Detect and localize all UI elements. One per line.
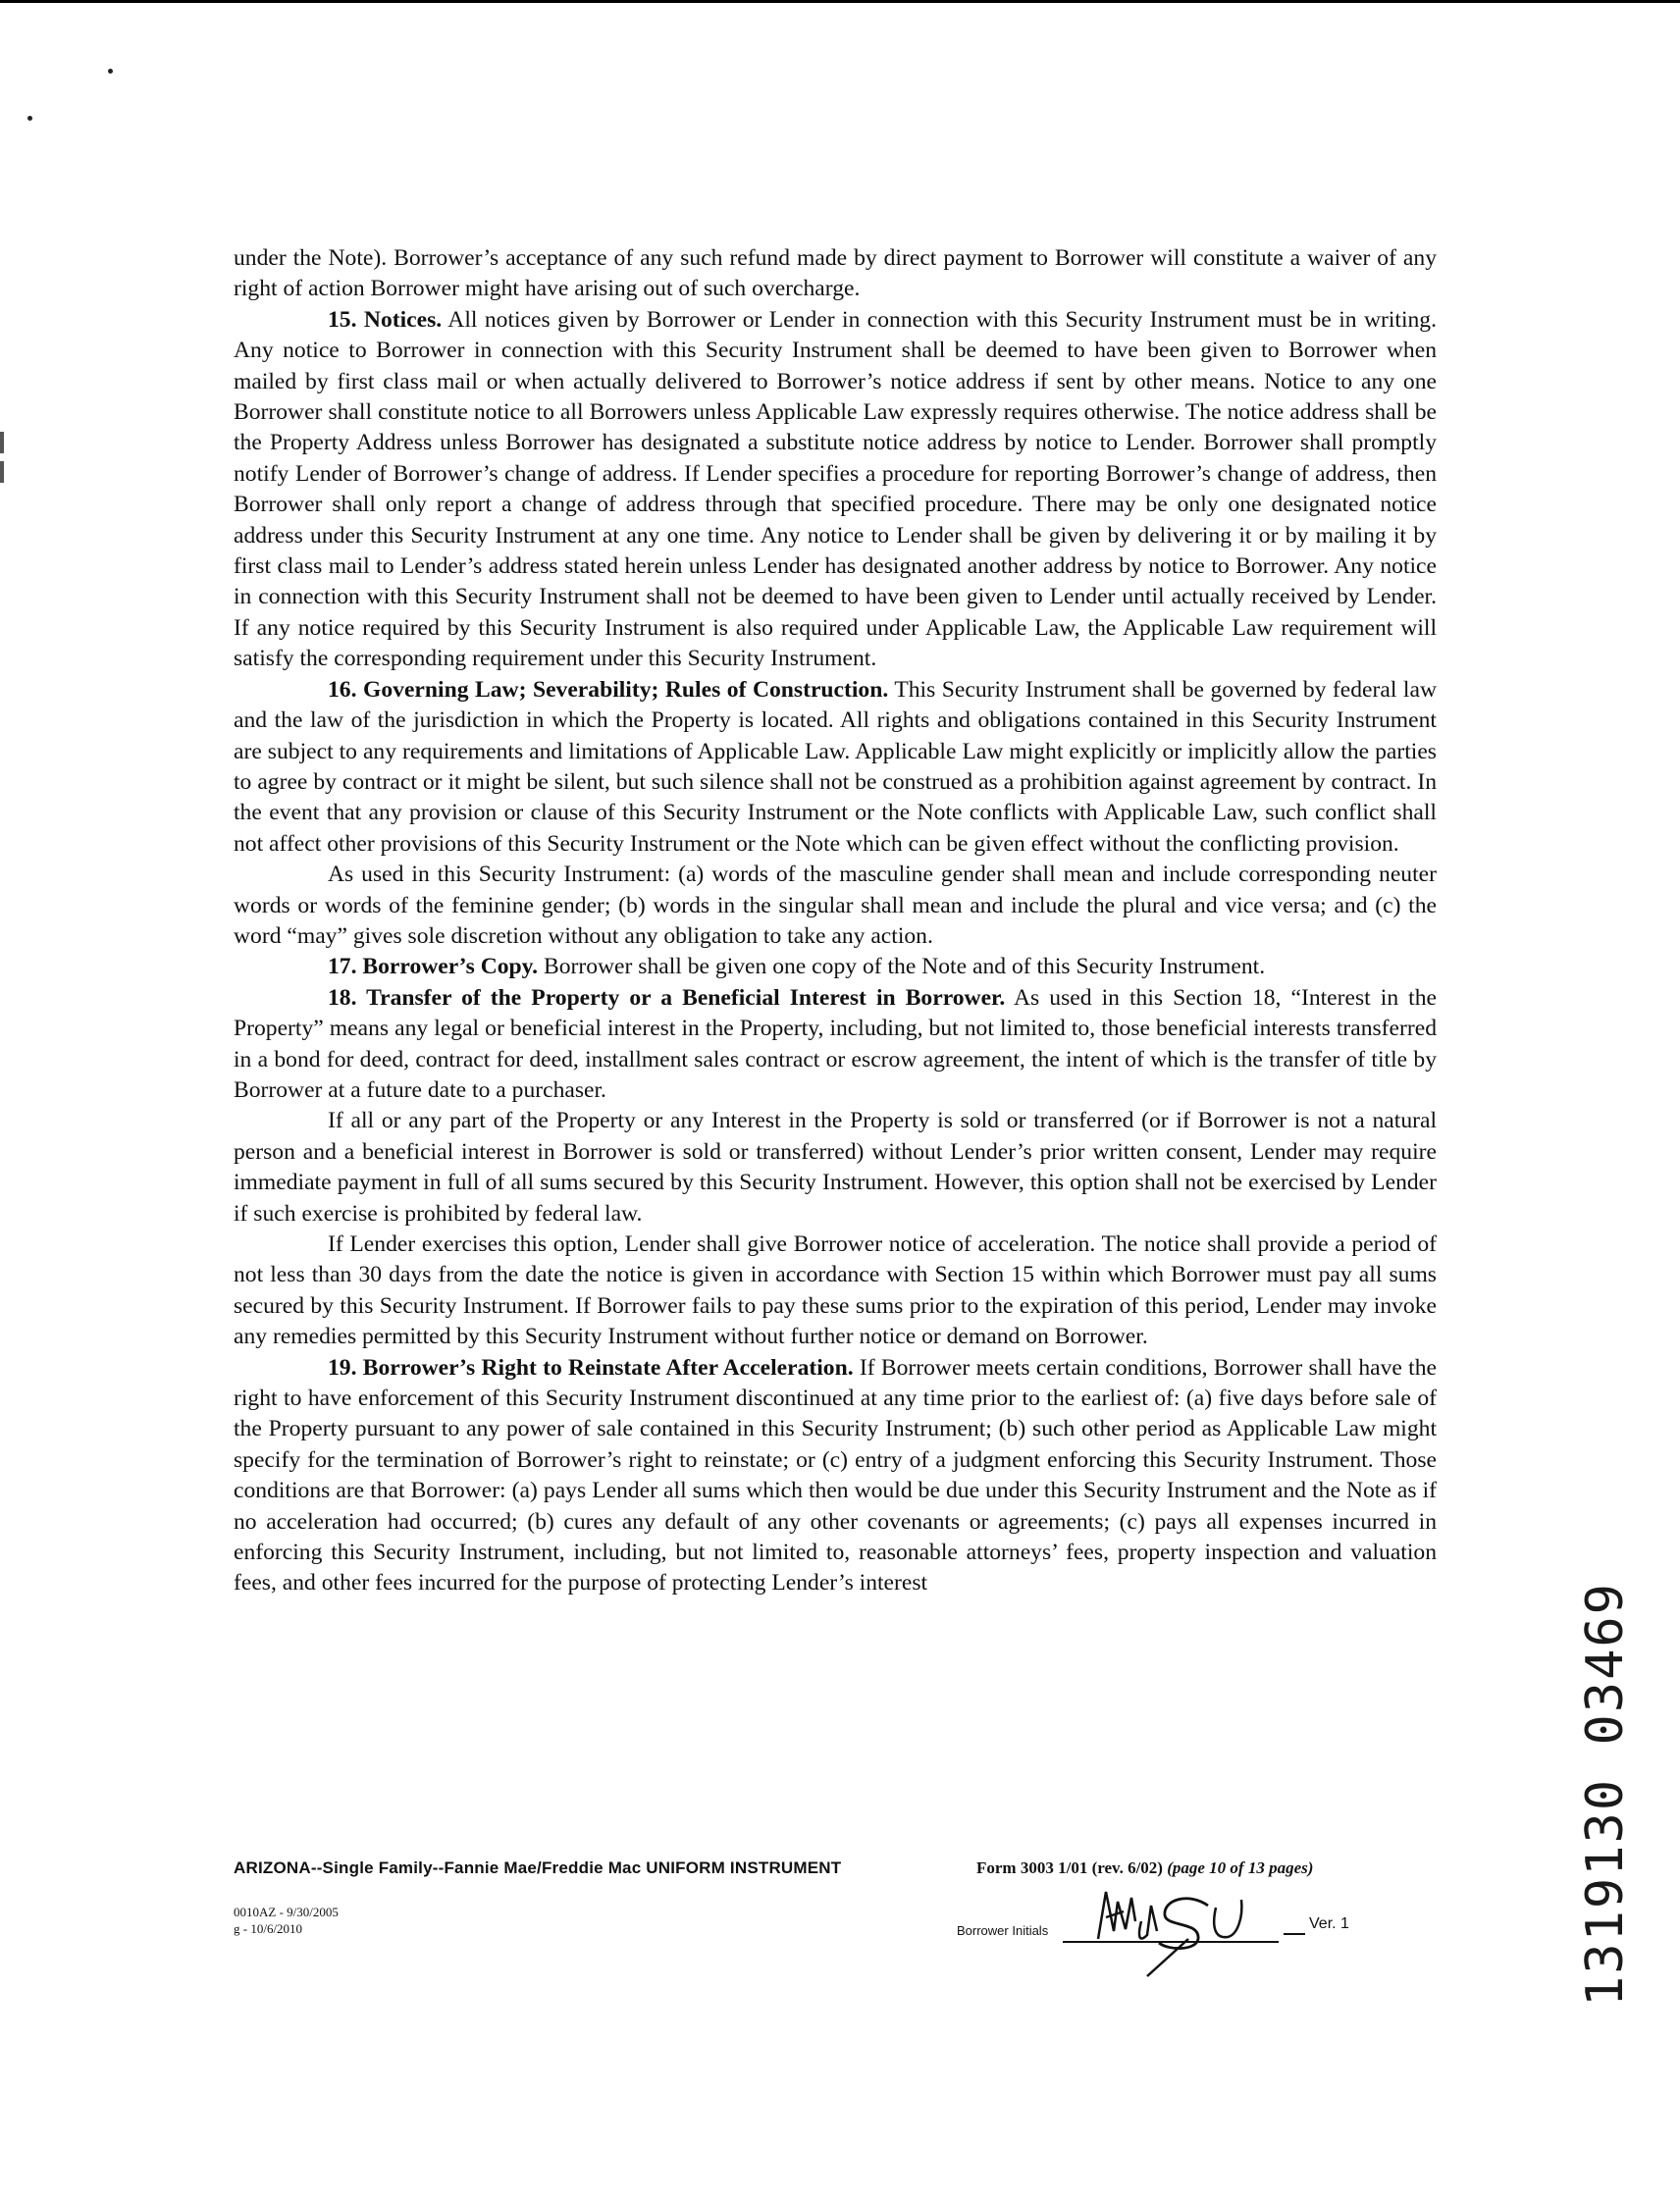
- page-number: (page 10 of 13 pages): [1167, 1858, 1314, 1877]
- document-body: [234, 243, 1437, 1599]
- section-19-reinstate: [234, 1353, 1437, 1599]
- paragraph-text: If all or any part of the Property or any Interest in the Property is sold or transferred (or if Borrower is not a natural person and a beneficial interest in Borrower is sold or transferred) without Lender’s prior written consent, Lender may require immediate payment in full of all sums secured by this Security Instrument. However, this option shall not be exercised by Lender if such exercise is prohibited by federal law.: [234, 1108, 1437, 1227]
- paragraph-text: If Borrower meets certain conditions, Borrower shall have the right to have enforcement of this Security Instrument discontinued at any time prior to the earliest of: (a) five days before sale of the Property pursuant to any power of sale contained in this Security Instrument; (b) such other period as Applicable Law might specify for the termination of Borrower’s right to reinstate; or (c) entry of a judgment enforcing this Security Instrument. Those conditions are that Borrower: (a) pays Lender all sums which then would be due under this Security Instrument and the Note as if no acceleration had occurred; (b) cures any default of any other covenants or agreements; (c) pays all expenses incurred in enforcing this Security Instrument, including, but not limited to, reasonable attorneys’ fees, property inspection and valuation fees, and other fees incurred for the purpose of protecting Lender’s interest: [234, 1354, 1437, 1596]
- handwritten-initials-icon: [1016, 1882, 1251, 1980]
- scan-top-edge: [0, 0, 1680, 3]
- section-18-transfer: [234, 983, 1437, 1107]
- paragraph-overcharge-continued: [234, 243, 1437, 305]
- version-line: [1284, 1933, 1305, 1935]
- form-code: [234, 1904, 339, 1937]
- paragraph-text: As used in this Security Instrument: (a) words of the masculine gender shall mean and include corresponding neuter words or words of the feminine gender; (b) words in the singular shall mean and include the plural and vice versa; and (c) the word “may” gives sole discretion without any obligation to take any action.: [234, 862, 1437, 949]
- paragraph-text: Borrower shall be given one copy of the Note and of this Security Instrument.: [538, 954, 1266, 980]
- initials-label: Borrower Initials: [957, 1923, 1049, 1938]
- version-label: Ver. 1: [1309, 1915, 1349, 1932]
- scan-speck: [108, 69, 113, 74]
- section-18-acceleration: [234, 1230, 1437, 1353]
- section-18-sale: [234, 1106, 1437, 1230]
- recording-number-stamp: 1319130 03469: [1576, 1582, 1635, 2007]
- paragraph-text: under the Note). Borrower’s acceptance of any such refund made by direct payment to Borrower will constitute a waiver of any right of action Borrower might have arising out of such overcharge.: [234, 245, 1437, 302]
- section-17-borrowers-copy: [234, 952, 1437, 982]
- section-heading: 18. Transfer of the Property or a Beneficial Interest in Borrower.: [328, 984, 1006, 1011]
- form-number: [976, 1858, 1313, 1878]
- scan-margin-mark: [0, 432, 4, 453]
- paragraph-text: As used in this Section 18, “Interest in the Property” means any legal or beneficial interest in the Property, including, but not limited to, those beneficial interests transferred in a bond for deed, contract for deed, installment sales contract or escrow agreement, the intent of which is the transfer of title by Borrower at a future date to a purchaser.: [234, 984, 1437, 1103]
- section-16-construction: [234, 860, 1437, 952]
- section-heading: 17. Borrower’s Copy.: [328, 954, 539, 980]
- instrument-title: ARIZONA--Single Family--Fannie Mae/Freddie Mac UNIFORM INSTRUMENT: [234, 1858, 842, 1877]
- form-code-line: 0010AZ - 9/30/2005: [234, 1905, 339, 1919]
- section-16-governing-law: [234, 675, 1437, 860]
- paragraph-text: If Lender exercises this option, Lender shall give Borrower notice of acceleration. The notice shall provide a period of not less than 30 days from the date the notice is given in accordance with Section 15 within which Borrower must pay all sums secured by this Security Instrument. If Borrower fails to pay these sums prior to the expiration of this period, Lender may invoke any remedies permitted by this Security Instrument without further notice or demand on Borrower.: [234, 1231, 1437, 1350]
- section-15-notices: [234, 305, 1437, 675]
- paragraph-text: All notices given by Borrower or Lender in connection with this Security Instrument must be in writing. Any notice to Borrower in connection with this Security Instrument shall be deemed to have been given to Borrower when mailed by first class mail or when actually delivered to Borrower’s notice address if sent by other means. Notice to any one Borrower shall constitute notice to all Borrowers unless Applicable Law expressly requires otherwise. The notice address shall be the Property Address unless Borrower has designated a substitute notice address by notice to Lender. Borrower shall promptly notify Lender of Borrower’s change of address. If Lender specifies a procedure for reporting Borrower’s change of address, then Borrower shall only report a change of address through that specified procedure. There may be only one designated notice address under this Security Instrument at any one time. Any notice to Lender shall be given by delivering it or by mailing it by first class mail to Lender’s address stated herein unless Lender has designated another address by notice to Borrower. Any notice in connection with this Security Instrument shall not be deemed to have been given to Lender until actually received by Lender. If any notice required by this Security Instrument is also required under Applicable Law, the Applicable Law requirement will satisfy the corresponding requirement under this Security Instrument.: [234, 306, 1438, 672]
- scan-margin-mark: [0, 461, 4, 483]
- section-heading: 16. Governing Law; Severability; Rules of Construction.: [328, 676, 889, 703]
- form-code-line: g - 10/6/2010: [234, 1921, 303, 1936]
- paragraph-text: This Security Instrument shall be governed by federal law and the law of the jurisdiction in which the Property is located. All rights and obligations contained in this Security Instrument are subject to any requirements and limitations of Applicable Law. Applicable Law might explicitly or implicitly allow the parties to agree by contract or it might be silent, but such silence shall not be construed as a prohibition against agreement by contract. In the event that any provision or clause of this Security Instrument or the Note conflicts with Applicable Law, such conflict shall not affect other provisions of this Security Instrument or the Note which can be given effect without the conflicting provision.: [234, 676, 1437, 857]
- scan-speck: [27, 116, 32, 121]
- section-heading: 15. Notices.: [328, 306, 443, 333]
- section-heading: 19. Borrower’s Right to Reinstate After Acceleration.: [328, 1354, 854, 1381]
- form-id: Form 3003 1/01 (rev. 6/02): [976, 1858, 1163, 1877]
